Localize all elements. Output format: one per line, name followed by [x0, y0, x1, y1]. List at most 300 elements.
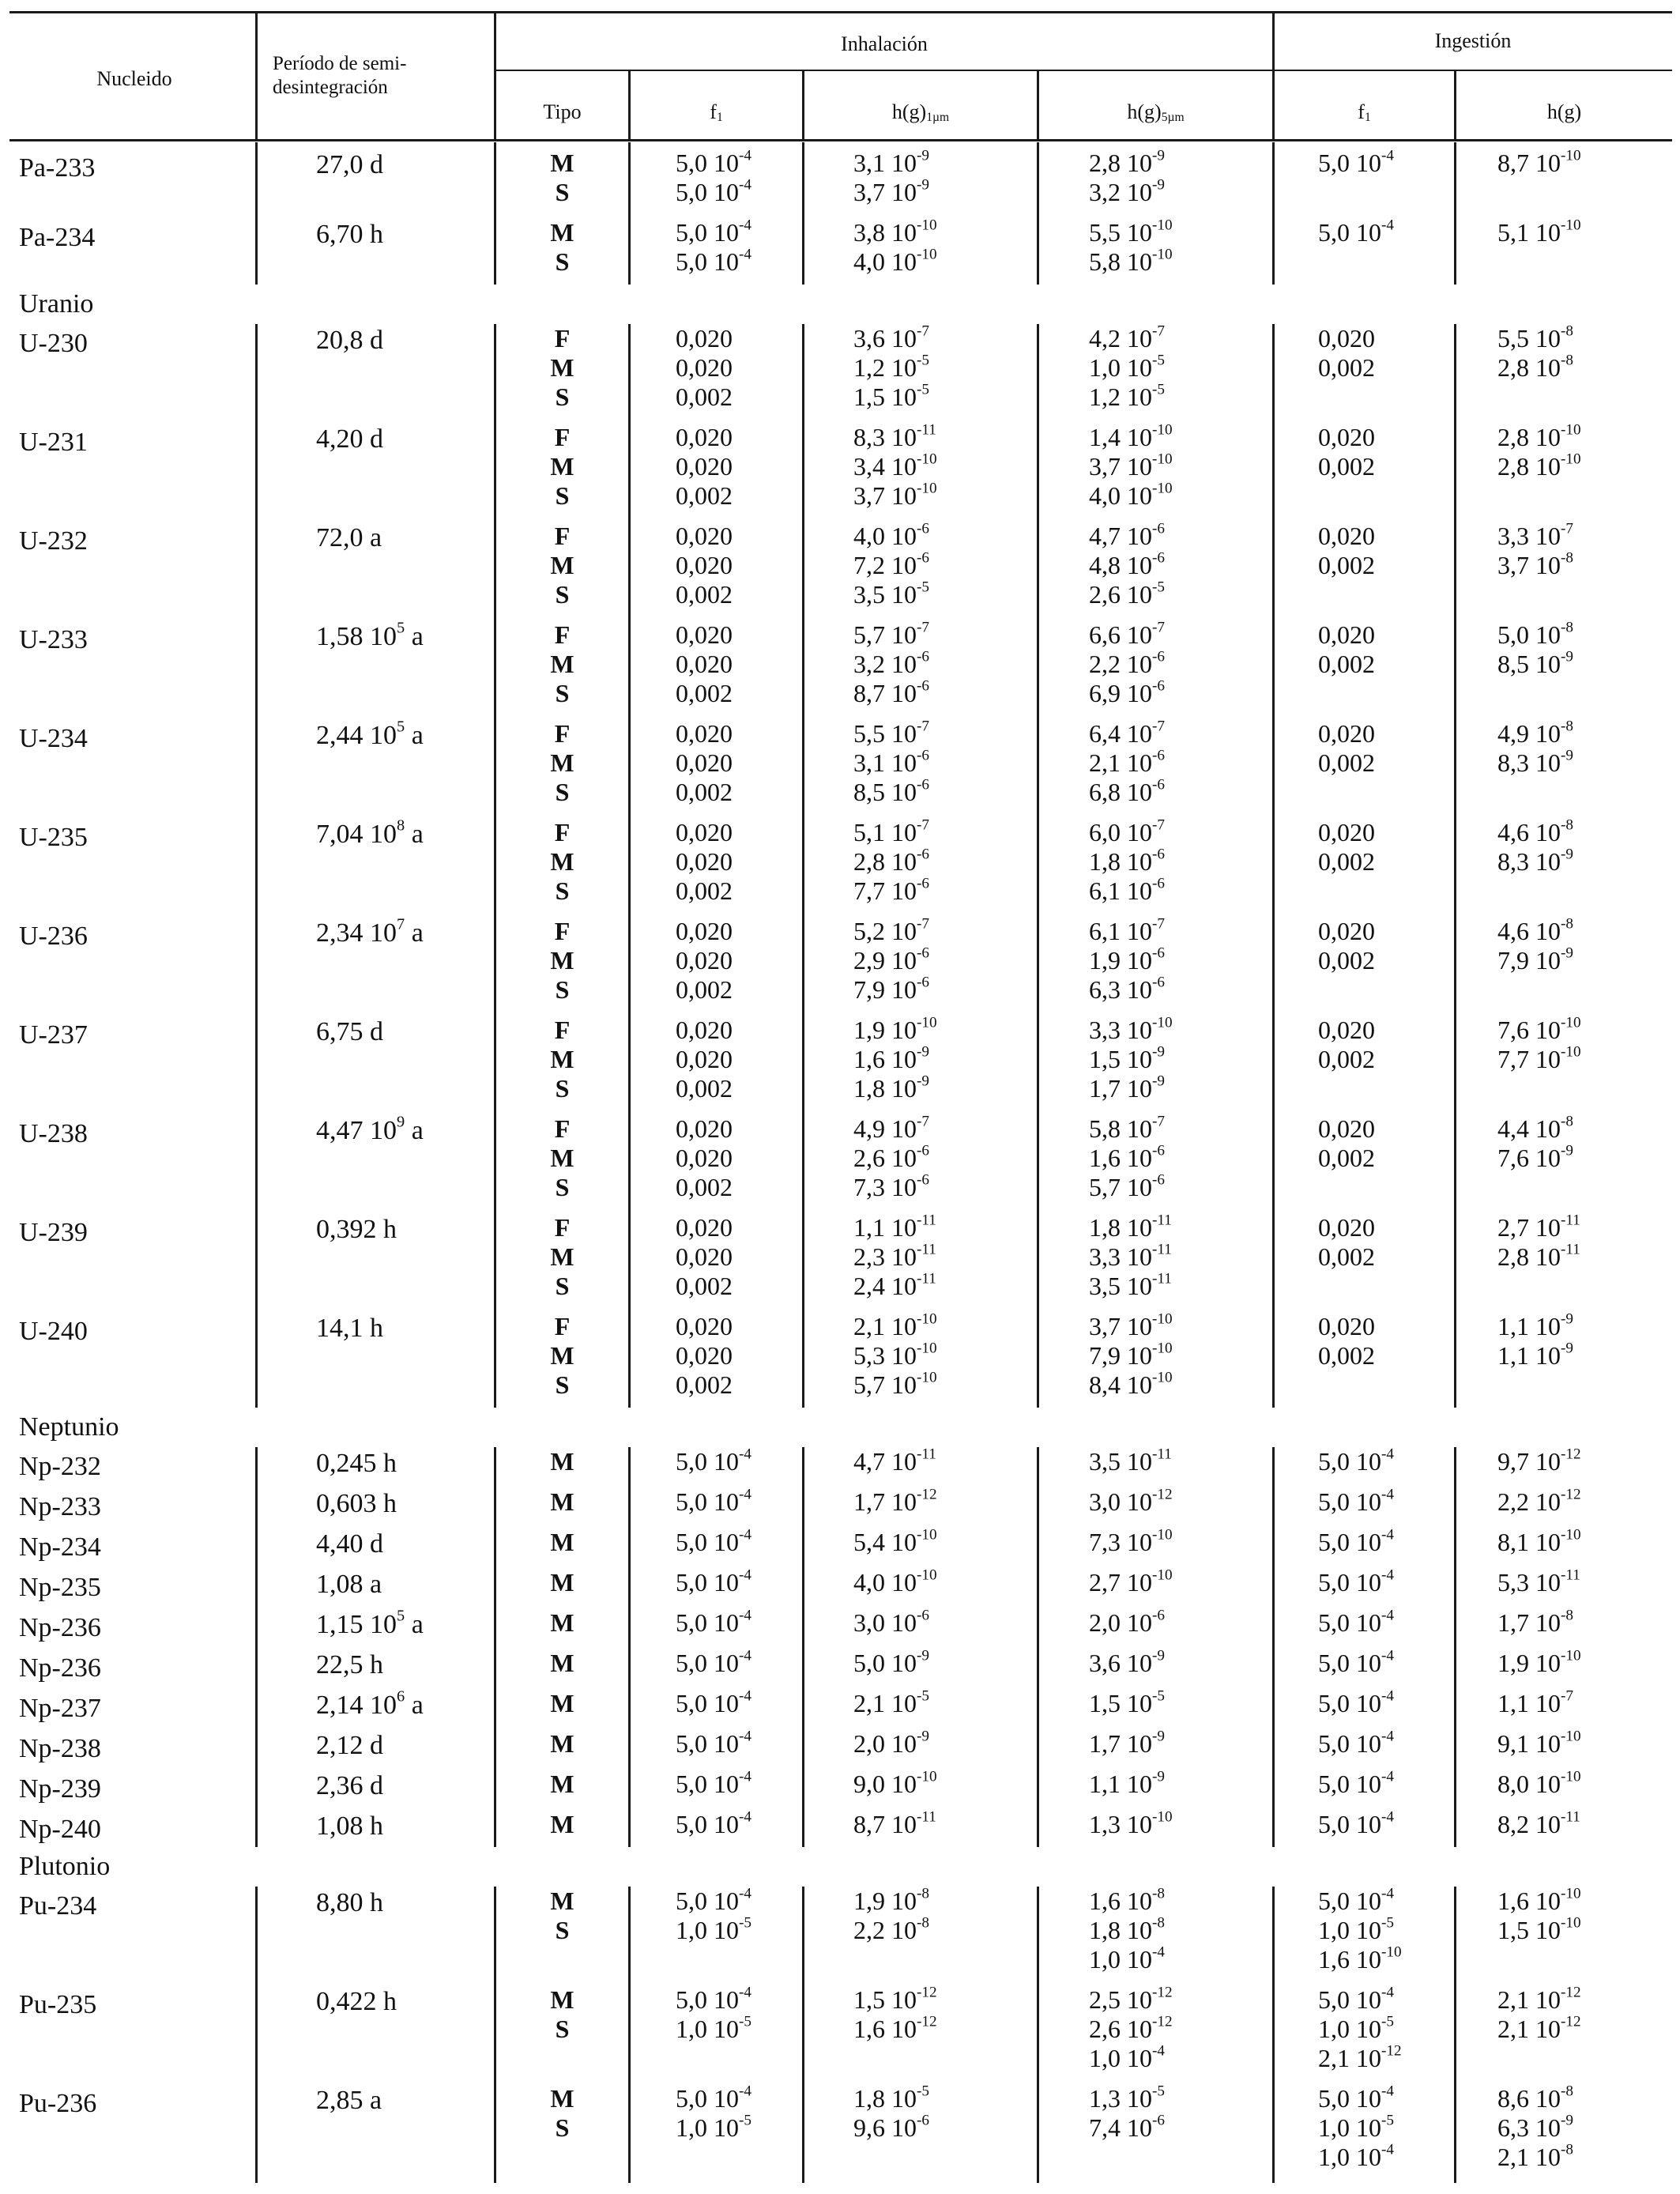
value-hg: 2,7 $10^{-11}$: [1497, 1212, 1580, 1242]
half-life: 2,14 $10^6$ a: [316, 1687, 424, 1720]
nuclide-name: U-233: [19, 625, 88, 654]
value-h1: 3,8 $10^{-10}$: [853, 217, 937, 247]
value-if1: 5,0 $10^{-4}$: [1318, 217, 1394, 247]
value-h5: 3,7 $10^{-10}$: [1089, 1310, 1173, 1340]
nuclide-name: U-235: [19, 823, 88, 852]
lung-type: S: [555, 2113, 570, 2142]
value-h1: 9,0 $10^{-10}$: [853, 1768, 937, 1798]
value-if1: 0,020: [1318, 917, 1375, 945]
value-h1: 7,9 $10^{-6}$: [853, 974, 929, 1004]
value-f1: 5,0 $10^{-4}$: [676, 1607, 751, 1637]
value-hg: 7,9 $10^{-9}$: [1497, 944, 1573, 974]
segment-divider-3: [628, 324, 631, 1408]
value-h1: 5,7 $10^{-10}$: [853, 1369, 937, 1399]
value-f1: 0,020: [676, 620, 733, 649]
value-if1: 0,002: [1318, 1144, 1375, 1172]
nuclide-name: Pu-235: [19, 1990, 97, 2019]
value-h5: 6,3 $10^{-6}$: [1089, 974, 1165, 1004]
value-f1: 0,020: [676, 1045, 733, 1073]
nuclide-name: U-230: [19, 329, 88, 358]
value-f1: 1,0 $10^{-5}$: [676, 1914, 751, 1944]
value-f1: 0,002: [676, 1074, 733, 1103]
value-f1: 5,0 $10^{-4}$: [676, 1526, 751, 1556]
value-f1: 5,0 $10^{-4}$: [676, 1486, 751, 1516]
value-h1: 3,5 $10^{-5}$: [853, 579, 929, 609]
value-f1: 5,0 $10^{-4}$: [676, 1768, 751, 1798]
value-h5: 6,4 $10^{-7}$: [1089, 718, 1165, 748]
lung-type: F: [554, 719, 571, 748]
value-h5: 1,0 $10^{-5}$: [1089, 352, 1165, 382]
lung-type: M: [550, 1045, 574, 1073]
top-rule: [9, 11, 1672, 13]
lung-type: S: [555, 481, 570, 510]
nuclide-name: Np-235: [19, 1573, 101, 1602]
value-h5: 4,2 $10^{-7}$: [1089, 322, 1165, 352]
value-f1: 1,0 $10^{-5}$: [676, 2112, 751, 2142]
half-life: 1,58 $10^5$ a: [316, 619, 424, 651]
nuclide-name: Pa-233: [19, 153, 96, 183]
lung-type: M: [550, 218, 574, 247]
value-h5: 3,0 $10^{-12}$: [1089, 1486, 1173, 1516]
value-hg: 2,2 $10^{-12}$: [1497, 1486, 1581, 1516]
lung-type: M: [550, 748, 574, 777]
lung-type: M: [550, 452, 574, 481]
value-f1: 0,020: [676, 353, 733, 382]
half-life: 6,70 h: [316, 220, 383, 249]
value-hg: 8,7 $10^{-10}$: [1497, 147, 1581, 177]
value-hg: 8,2 $10^{-11}$: [1497, 1808, 1580, 1838]
value-if1: 0,020: [1318, 620, 1375, 649]
value-f1: 5,0 $10^{-4}$: [676, 147, 751, 177]
value-f1: 0,020: [676, 452, 733, 481]
value-f1: 1,0 $10^{-5}$: [676, 2013, 751, 2043]
value-f1: 5,0 $10^{-4}$: [676, 1647, 751, 1677]
value-h5: 4,7 $10^{-6}$: [1089, 520, 1165, 550]
lung-type: M: [550, 353, 574, 382]
value-if1: 0,020: [1318, 1114, 1375, 1143]
value-if1: 5,0 $10^{-4}$: [1318, 1607, 1394, 1637]
value-hg: 8,0 $10^{-10}$: [1497, 1768, 1581, 1798]
segment-divider-6: [1272, 324, 1275, 1408]
lung-type: F: [554, 522, 571, 550]
group-label: Plutonio: [19, 1852, 111, 1881]
segment-divider-5: [1037, 1887, 1039, 2183]
value-h1: 5,3 $10^{-10}$: [853, 1340, 937, 1370]
lung-type: M: [550, 1608, 574, 1637]
value-if1: 0,020: [1318, 818, 1375, 846]
value-h5: 3,5 $10^{-11}$: [1089, 1270, 1172, 1300]
lung-type: F: [554, 818, 571, 846]
half-life: 0,392 h: [316, 1215, 397, 1244]
value-f1: 0,020: [676, 719, 733, 748]
value-f1: 0,020: [676, 423, 733, 451]
lung-type: S: [555, 178, 570, 206]
value-h1: 3,1 $10^{-9}$: [853, 147, 929, 177]
segment-divider-6: [1272, 142, 1275, 285]
value-if1: 0,002: [1318, 1045, 1375, 1073]
value-h1: 1,8 $10^{-5}$: [853, 2083, 929, 2113]
value-h5: 1,4 $10^{-10}$: [1089, 421, 1173, 451]
lung-type: S: [555, 1272, 570, 1300]
value-h5: 1,7 $10^{-9}$: [1089, 1728, 1165, 1758]
nuclide-name: Np-232: [19, 1452, 101, 1481]
value-h1: 2,6 $10^{-6}$: [853, 1142, 929, 1172]
lung-type: M: [550, 1810, 574, 1838]
value-h1: 3,2 $10^{-6}$: [853, 648, 929, 678]
value-h1: 5,5 $10^{-7}$: [853, 718, 929, 748]
lung-type: M: [550, 1242, 574, 1271]
value-h5: 1,0 $10^{-4}$: [1089, 1943, 1165, 1973]
lung-type: M: [550, 847, 574, 876]
value-f1: 0,020: [676, 324, 733, 352]
value-if1: 5,0 $10^{-4}$: [1318, 1984, 1394, 2014]
value-h1: 4,7 $10^{-11}$: [853, 1446, 936, 1476]
value-if1: 0,002: [1318, 650, 1375, 678]
half-life: 4,47 $10^9$ a: [316, 1113, 424, 1145]
value-hg: 9,7 $10^{-12}$: [1497, 1446, 1581, 1476]
header-inhalacion: Inhalación: [841, 32, 928, 55]
value-f1: 5,0 $10^{-4}$: [676, 2083, 751, 2113]
segment-divider-2: [494, 1447, 496, 1847]
value-hg: 1,7 $10^{-8}$: [1497, 1607, 1573, 1637]
value-f1: 0,020: [676, 1242, 733, 1271]
value-hg: 3,7 $10^{-8}$: [1497, 549, 1573, 579]
value-h1: 1,7 $10^{-12}$: [853, 1486, 937, 1516]
nuclide-name: Pa-234: [19, 223, 96, 252]
lung-type: M: [550, 1144, 574, 1172]
value-f1: 0,020: [676, 818, 733, 846]
nuclide-name: Np-234: [19, 1532, 101, 1562]
value-hg: 8,6 $10^{-8}$: [1497, 2083, 1573, 2113]
value-h5: 3,5 $10^{-11}$: [1089, 1446, 1172, 1476]
half-life: 2,85 a: [316, 2086, 382, 2115]
value-h1: 1,9 $10^{-8}$: [853, 1885, 929, 1915]
value-h5: 1,7 $10^{-9}$: [1089, 1072, 1165, 1103]
value-h1: 1,6 $10^{-12}$: [853, 2013, 937, 2043]
value-f1: 0,002: [676, 383, 733, 411]
value-h1: 1,5 $10^{-12}$: [853, 1984, 937, 2014]
header-bottom-rule: [9, 139, 1672, 141]
lung-type: F: [554, 423, 571, 451]
value-f1: 0,020: [676, 917, 733, 945]
value-h1: 2,9 $10^{-6}$: [853, 944, 929, 974]
segment-divider-4: [802, 324, 804, 1408]
lung-type: S: [555, 1173, 570, 1201]
value-if1: 1,0 $10^{-4}$: [1318, 2141, 1394, 2171]
lung-type: M: [550, 551, 574, 579]
value-h1: 1,9 $10^{-10}$: [853, 1014, 937, 1044]
half-life: 7,04 $10^8$ a: [316, 816, 424, 849]
nuclide-name: U-232: [19, 526, 88, 556]
nuclide-name: U-237: [19, 1020, 88, 1050]
value-h5: 1,6 $10^{-6}$: [1089, 1142, 1165, 1172]
group-label: Neptunio: [19, 1412, 119, 1442]
value-h5: 7,9 $10^{-10}$: [1089, 1340, 1173, 1370]
segment-divider-6: [1272, 1447, 1275, 1847]
value-f1: 5,0 $10^{-4}$: [676, 176, 751, 206]
lung-type: M: [550, 1887, 574, 1915]
value-if1: 5,0 $10^{-4}$: [1318, 1526, 1394, 1556]
segment-divider-2: [494, 142, 496, 285]
value-h5: 3,7 $10^{-10}$: [1089, 450, 1173, 481]
value-hg: 2,8 $10^{-10}$: [1497, 421, 1581, 451]
value-h1: 3,6 $10^{-7}$: [853, 322, 929, 352]
segment-divider-4: [802, 1447, 804, 1847]
value-hg: 4,6 $10^{-8}$: [1497, 915, 1573, 945]
header-h1: $h(g)_{1\mu m}$: [891, 100, 950, 125]
value-if1: 5,0 $10^{-4}$: [1318, 1885, 1394, 1915]
value-f1: 5,0 $10^{-4}$: [676, 217, 751, 247]
value-h5: 1,8 $10^{-8}$: [1089, 1914, 1165, 1944]
value-if1: 5,0 $10^{-4}$: [1318, 1446, 1394, 1476]
nuclide-name: Np-239: [19, 1774, 101, 1804]
value-h5: 1,5 $10^{-9}$: [1089, 1043, 1165, 1073]
value-h5: 3,6 $10^{-9}$: [1089, 1647, 1165, 1677]
value-h1: 5,7 $10^{-7}$: [853, 619, 929, 649]
value-h1: 5,4 $10^{-10}$: [853, 1526, 937, 1556]
lung-type: M: [550, 1689, 574, 1717]
lung-type: F: [554, 917, 571, 945]
nuclide-name: Np-236: [19, 1613, 101, 1642]
value-h5: 6,1 $10^{-6}$: [1089, 875, 1165, 905]
value-f1: 0,020: [676, 1114, 733, 1143]
value-h1: 5,0 $10^{-9}$: [853, 1647, 929, 1677]
header-divider-1: [255, 13, 258, 141]
lung-type: M: [550, 1729, 574, 1758]
value-h5: 2,2 $10^{-6}$: [1089, 648, 1165, 678]
value-hg: 2,1 $10^{-12}$: [1497, 1984, 1581, 2014]
value-if1: 0,002: [1318, 353, 1375, 382]
value-if1: 0,020: [1318, 1213, 1375, 1242]
value-h5: 1,8 $10^{-11}$: [1089, 1212, 1172, 1242]
value-h1: 7,7 $10^{-6}$: [853, 875, 929, 905]
value-h1: 2,1 $10^{-5}$: [853, 1687, 929, 1717]
half-life: 0,422 h: [316, 1987, 397, 2016]
half-life: 2,34 $10^7$ a: [316, 915, 424, 948]
value-h1: 1,5 $10^{-5}$: [853, 381, 929, 411]
nuclide-name: Np-237: [19, 1694, 101, 1723]
half-life: 1,15 $10^5$ a: [316, 1607, 424, 1639]
value-hg: 1,1 $10^{-7}$: [1497, 1687, 1573, 1717]
value-h1: 2,1 $10^{-10}$: [853, 1310, 937, 1340]
segment-divider-5: [1037, 142, 1039, 285]
segment-divider-7: [1454, 142, 1456, 285]
value-h5: 7,3 $10^{-10}$: [1089, 1526, 1173, 1556]
value-f1: 0,002: [676, 876, 733, 905]
half-life: 22,5 h: [316, 1650, 383, 1679]
segment-divider-5: [1037, 324, 1039, 1408]
value-hg: 5,5 $10^{-8}$: [1497, 322, 1573, 352]
value-f1: 0,020: [676, 551, 733, 579]
value-h1: 7,2 $10^{-6}$: [853, 549, 929, 579]
value-h5: 5,8 $10^{-10}$: [1089, 246, 1173, 276]
half-life: 27,0 d: [316, 150, 383, 179]
half-life: 2,36 d: [316, 1771, 383, 1800]
lung-type: S: [555, 1074, 570, 1103]
value-if1: 5,0 $10^{-4}$: [1318, 1486, 1394, 1516]
header-f1-ingestion: $f_1$: [1358, 100, 1371, 125]
half-life: 20,8 d: [316, 326, 383, 355]
segment-divider-3: [628, 1887, 631, 2183]
value-if1: 0,002: [1318, 748, 1375, 777]
value-hg: 9,1 $10^{-10}$: [1497, 1728, 1581, 1758]
lung-type: S: [555, 580, 570, 609]
nuclide-name: U-234: [19, 724, 88, 753]
value-if1: 0,020: [1318, 423, 1375, 451]
value-h5: 4,0 $10^{-10}$: [1089, 480, 1173, 510]
value-f1: 5,0 $10^{-4}$: [676, 1566, 751, 1596]
value-h1: 4,0 $10^{-6}$: [853, 520, 929, 550]
value-h5: 3,3 $10^{-11}$: [1089, 1241, 1172, 1271]
value-f1: 5,0 $10^{-4}$: [676, 1808, 751, 1838]
value-if1: 0,002: [1318, 452, 1375, 481]
segment-divider-1: [255, 324, 258, 1408]
value-hg: 1,1 $10^{-9}$: [1497, 1310, 1573, 1340]
lung-type: S: [555, 679, 570, 707]
nuclide-name: U-231: [19, 428, 88, 457]
value-hg: 2,1 $10^{-8}$: [1497, 2141, 1573, 2171]
value-h1: 4,0 $10^{-10}$: [853, 246, 937, 276]
half-life: 2,44 $10^5$ a: [316, 718, 424, 750]
value-h1: 2,4 $10^{-11}$: [853, 1270, 936, 1300]
value-hg: 8,1 $10^{-10}$: [1497, 1526, 1581, 1556]
header-hg: h(g): [1546, 100, 1582, 123]
segment-divider-1: [255, 1447, 258, 1847]
value-if1: 0,002: [1318, 1341, 1375, 1370]
lung-type: F: [554, 1213, 571, 1242]
value-f1: 5,0 $10^{-4}$: [676, 1885, 751, 1915]
value-h5: 2,1 $10^{-6}$: [1089, 747, 1165, 777]
value-if1: 1,0 $10^{-5}$: [1318, 1914, 1394, 1944]
value-hg: 5,1 $10^{-10}$: [1497, 217, 1581, 247]
lung-type: M: [550, 1487, 574, 1516]
value-if1: 5,0 $10^{-4}$: [1318, 2083, 1394, 2113]
value-f1: 0,002: [676, 580, 733, 609]
value-h1: 9,6 $10^{-6}$: [853, 2112, 929, 2142]
header-periodo: Período de semi-desintegración: [273, 53, 407, 98]
value-h5: 1,1 $10^{-9}$: [1089, 1768, 1165, 1798]
lung-type: M: [550, 2084, 574, 2113]
value-if1: 1,0 $10^{-5}$: [1318, 2013, 1394, 2043]
value-if1: 5,0 $10^{-4}$: [1318, 1728, 1394, 1758]
value-h1: 1,2 $10^{-5}$: [853, 352, 929, 382]
value-h1: 3,4 $10^{-10}$: [853, 450, 937, 481]
value-h1: 3,7 $10^{-9}$: [853, 176, 929, 206]
value-if1: 0,020: [1318, 719, 1375, 748]
value-h5: 3,3 $10^{-10}$: [1089, 1014, 1173, 1044]
value-hg: 8,5 $10^{-9}$: [1497, 648, 1573, 678]
value-h5: 1,9 $10^{-6}$: [1089, 944, 1165, 974]
group-label: Uranio: [19, 289, 94, 319]
value-if1: 1,6 $10^{-10}$: [1318, 1943, 1402, 1973]
value-if1: 5,0 $10^{-4}$: [1318, 1566, 1394, 1596]
value-if1: 0,002: [1318, 946, 1375, 974]
nuclide-name: U-238: [19, 1119, 88, 1148]
value-if1: 5,0 $10^{-4}$: [1318, 147, 1394, 177]
value-f1: 5,0 $10^{-4}$: [676, 246, 751, 276]
half-life: 8,80 h: [316, 1888, 383, 1917]
segment-divider-4: [802, 142, 804, 285]
value-f1: 0,002: [676, 1272, 733, 1300]
value-f1: 5,0 $10^{-4}$: [676, 1687, 751, 1717]
lung-type: F: [554, 1312, 571, 1340]
value-f1: 0,002: [676, 481, 733, 510]
value-if1: 5,0 $10^{-4}$: [1318, 1808, 1394, 1838]
value-f1: 0,020: [676, 847, 733, 876]
value-h5: 3,2 $10^{-9}$: [1089, 176, 1165, 206]
segment-divider-7: [1454, 1447, 1456, 1847]
value-f1: 0,002: [676, 1173, 733, 1201]
lung-type: M: [550, 1770, 574, 1798]
value-h1: 2,0 $10^{-9}$: [853, 1728, 929, 1758]
value-h5: 2,5 $10^{-12}$: [1089, 1984, 1173, 2014]
value-hg: 7,7 $10^{-10}$: [1497, 1043, 1581, 1073]
lung-type: S: [555, 1370, 570, 1399]
subheader-rule: [496, 70, 1672, 71]
value-f1: 0,020: [676, 1312, 733, 1340]
value-h5: 1,0 $10^{-4}$: [1089, 2042, 1165, 2072]
lung-type: S: [555, 247, 570, 276]
value-f1: 0,002: [676, 778, 733, 806]
nuclide-name: Np-238: [19, 1734, 101, 1763]
value-f1: 0,020: [676, 1144, 733, 1172]
value-h1: 1,6 $10^{-9}$: [853, 1043, 929, 1073]
value-h5: 2,6 $10^{-12}$: [1089, 2013, 1173, 2043]
nuclide-name: Np-236: [19, 1653, 101, 1683]
value-f1: 5,0 $10^{-4}$: [676, 1446, 751, 1476]
value-if1: 0,020: [1318, 324, 1375, 352]
value-if1: 2,1 $10^{-12}$: [1318, 2042, 1402, 2072]
value-hg: 4,4 $10^{-8}$: [1497, 1113, 1573, 1143]
lung-type: M: [550, 149, 574, 177]
half-life: 72,0 a: [316, 523, 382, 552]
value-if1: 0,002: [1318, 551, 1375, 579]
value-f1: 0,020: [676, 748, 733, 777]
value-hg: 2,8 $10^{-10}$: [1497, 450, 1581, 481]
segment-divider-3: [628, 142, 631, 285]
value-h1: 2,2 $10^{-8}$: [853, 1914, 929, 1944]
segment-divider-7: [1454, 324, 1456, 1408]
value-h1: 5,1 $10^{-7}$: [853, 816, 929, 846]
value-h1: 5,2 $10^{-7}$: [853, 915, 929, 945]
value-hg: 1,9 $10^{-10}$: [1497, 1647, 1581, 1677]
value-f1: 0,002: [676, 975, 733, 1004]
value-h5: 1,2 $10^{-5}$: [1089, 381, 1165, 411]
segment-divider-2: [494, 1887, 496, 2183]
nuclide-name: Np-240: [19, 1815, 101, 1844]
value-h1: 4,0 $10^{-10}$: [853, 1566, 937, 1596]
lung-type: M: [550, 1649, 574, 1677]
value-h5: 2,0 $10^{-6}$: [1089, 1607, 1165, 1637]
value-h1: 2,3 $10^{-11}$: [853, 1241, 936, 1271]
value-if1: 5,0 $10^{-4}$: [1318, 1768, 1394, 1798]
value-hg: 5,0 $10^{-8}$: [1497, 619, 1573, 649]
nuclide-name: Pu-236: [19, 2089, 97, 2118]
value-hg: 2,1 $10^{-12}$: [1497, 2013, 1581, 2043]
segment-divider-1: [255, 1887, 258, 2183]
value-h1: 3,1 $10^{-6}$: [853, 747, 929, 777]
value-h5: 1,3 $10^{-5}$: [1089, 2083, 1165, 2113]
lung-type: S: [555, 383, 570, 411]
value-h5: 7,4 $10^{-6}$: [1089, 2112, 1165, 2142]
value-h1: 8,3 $10^{-11}$: [853, 421, 936, 451]
header-f1-inhalation: $f_1$: [710, 100, 723, 125]
value-hg: 8,3 $10^{-9}$: [1497, 747, 1573, 777]
half-life: 4,20 d: [316, 424, 383, 454]
value-f1: 5,0 $10^{-4}$: [676, 1728, 751, 1758]
value-h5: 5,7 $10^{-6}$: [1089, 1171, 1165, 1201]
half-life: 2,12 d: [316, 1731, 383, 1760]
